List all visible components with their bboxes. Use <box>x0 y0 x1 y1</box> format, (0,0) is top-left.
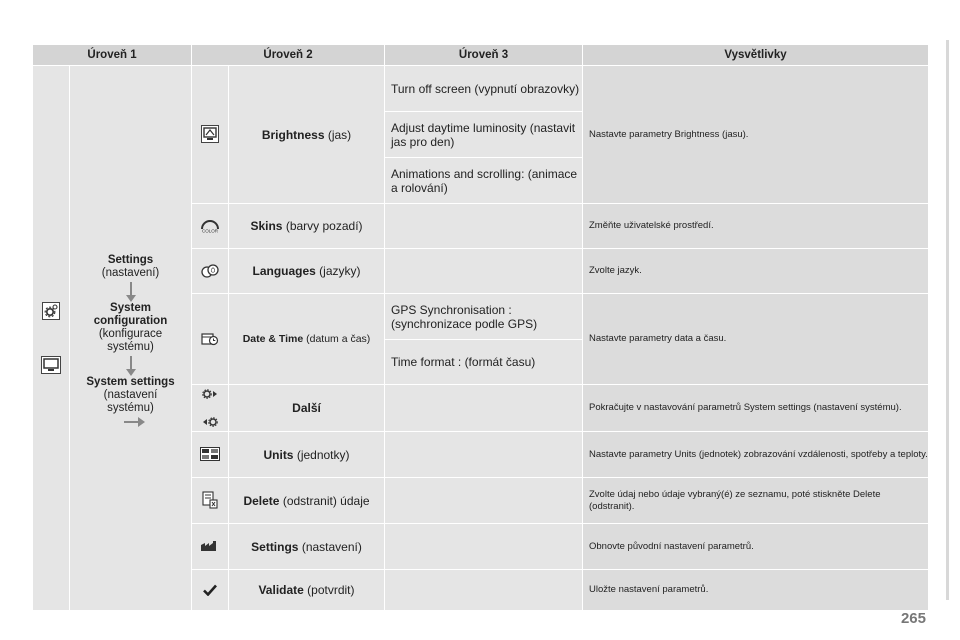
svg-text:Ö: Ö <box>210 268 216 275</box>
factory-settings-icon <box>200 538 220 555</box>
datetime-icon-cell <box>192 294 229 385</box>
level3-animations: Animations and scrolling: (animace a rolování) <box>385 158 583 204</box>
level3-empty <box>385 570 583 611</box>
skins-icon-cell <box>192 204 229 249</box>
header-level1: Úroveň 1 <box>33 45 192 66</box>
system-configuration-title: System configuration <box>93 301 168 327</box>
level3-gps-sync: GPS Synchronisation : (synchronizace podle GPS) <box>385 294 583 340</box>
checkmark-icon <box>203 581 217 598</box>
settings-subtitle: (nastavení) <box>101 266 160 279</box>
delete-data-icon <box>202 492 218 509</box>
units-explanation: Nastavte parametry Units (jednotek) zobrazování vzdálenosti, spotřeby a teploty. <box>583 432 929 478</box>
reset-icon-cell <box>192 524 229 570</box>
brightness-explanation: Nastavte parametry Brightness (jasu). <box>583 66 929 204</box>
arrow-right-icon <box>124 421 138 423</box>
reset-label: Settings (nastavení) <box>229 524 385 570</box>
delete-label: Delete (odstranit) údaje <box>229 478 385 524</box>
level3-empty <box>385 524 583 570</box>
more-label: Další <box>229 385 385 432</box>
brightness-label: Brightness (jas) <box>229 66 385 204</box>
level3-time-format: Time format : (formát času) <box>385 340 583 385</box>
more-icon-cell <box>192 385 229 432</box>
skins-explanation: Změňte uživatelské prostředí. <box>583 204 929 249</box>
arrow-down-icon <box>130 282 132 296</box>
brightness-screen-icon <box>201 126 219 143</box>
arrow-down-icon <box>130 356 132 370</box>
page-number: 265 <box>900 610 926 627</box>
delete-icon-cell <box>192 478 229 524</box>
units-icon <box>200 446 220 463</box>
page-edge-rule <box>946 40 949 600</box>
units-label: Units (jednotky) <box>229 432 385 478</box>
level1-cell <box>33 66 70 611</box>
level2-settings-cell <box>70 66 192 611</box>
languages-explanation: Zvolte jazyk. <box>583 249 929 294</box>
brightness-icon-cell <box>192 66 229 204</box>
table-row <box>33 66 929 112</box>
color-skin-icon <box>199 217 221 234</box>
system-configuration-subtitle: (konfigurace systému) <box>98 327 163 353</box>
more-explanation: Pokračujte v nastavování parametrů System settings (nastavení systému). <box>583 385 929 432</box>
header-row <box>33 45 929 66</box>
level3-empty <box>385 478 583 524</box>
system-settings-title: System settings <box>86 375 175 388</box>
settings-gear-icon <box>42 302 60 320</box>
validate-icon-cell <box>192 570 229 611</box>
header-level3: Úroveň 3 <box>385 45 583 66</box>
reset-explanation: Obnovte původní nastavení parametrů. <box>583 524 929 570</box>
menu-table <box>32 44 929 611</box>
delete-explanation: Zvolte údaj nebo údaje vybraný(é) ze seznamu, poté stiskněte Delete (odstranit). <box>583 478 929 524</box>
level3-empty <box>385 432 583 478</box>
datetime-explanation: Nastavte parametry data a času. <box>583 294 929 385</box>
header-explanation: Vysvětlivky <box>583 45 929 66</box>
languages-icon <box>200 262 220 279</box>
level3-adjust-luminosity: Adjust daytime luminosity (nastavit jas pro den) <box>385 112 583 158</box>
header-level2: Úroveň 2 <box>192 45 385 66</box>
svg-text:COLOR: COLOR <box>201 228 219 233</box>
level3-empty <box>385 249 583 294</box>
system-settings-subtitle: (nastavení systému) <box>103 388 158 414</box>
validate-explanation: Uložte nastavení parametrů. <box>583 570 929 611</box>
level3-empty <box>385 204 583 249</box>
level3-turn-off-screen: Turn off screen (vypnutí obrazovky) <box>385 66 583 112</box>
languages-icon-cell <box>192 249 229 294</box>
previous-settings-icon <box>202 413 218 431</box>
datetime-label: Date & Time (datum a čas) <box>229 294 385 385</box>
monitor-icon <box>41 356 61 374</box>
date-time-icon <box>201 330 219 347</box>
settings-title: Settings <box>107 253 154 266</box>
units-icon-cell <box>192 432 229 478</box>
skins-label: Skins (barvy pozadí) <box>229 204 385 249</box>
next-settings-icon <box>202 385 218 403</box>
validate-label: Validate (potvrdit) <box>229 570 385 611</box>
languages-label: Languages (jazyky) <box>229 249 385 294</box>
level3-empty <box>385 385 583 432</box>
